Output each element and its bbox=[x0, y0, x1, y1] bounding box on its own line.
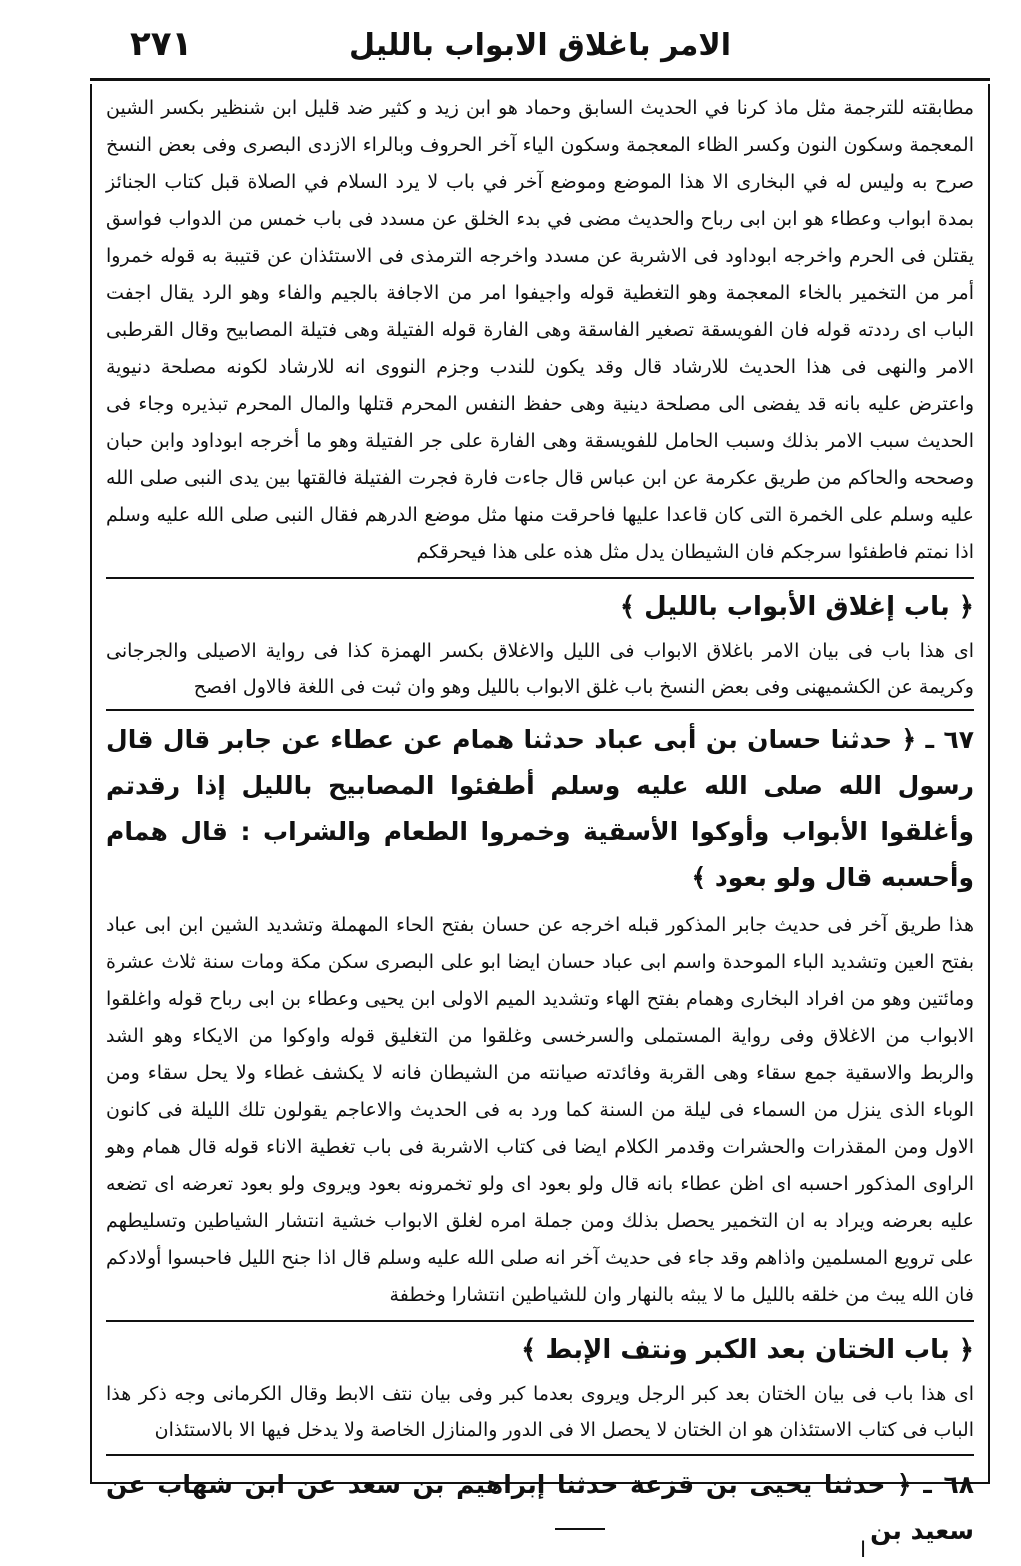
page-header bbox=[90, 18, 990, 81]
text-frame bbox=[90, 84, 990, 1545]
footer-rule bbox=[555, 1528, 605, 1530]
section-divider bbox=[106, 577, 974, 579]
section-divider-2 bbox=[106, 1320, 974, 1322]
page-content bbox=[92, 84, 988, 1554]
page-number: ٢٧١ bbox=[130, 24, 193, 64]
hadith-68: ٦٨ ـ ﴿ حدثنا يحيى بن قزعة حدثنا إبراهيم بن سعد عن ابن شهاب عن سعيد بن bbox=[106, 1454, 974, 1554]
chapter-1-explanation: اى هذا باب فى بيان الامر باغلاق الابواب فى الليل والاغلاق بكسر الهمزة كذا فى رواية الاصيلى والجرجانى وكريمة عن الكشميهنى وفى بعض النسخ باب غلق الابواب بالليل وهو وان ثبت فى اللغة فالاول افصح bbox=[106, 640, 974, 698]
hadith-67: ٦٧ ـ ﴿ حدثنا حسان بن أبى عباد حدثنا همام عن عطاء عن جابر قال قال رسول الله صلى الله عليه وسلم أطفئوا المصابيح بالليل إذا رقدتم وأغلقوا الأبواب وأوكوا الأسقية وخمروا الطعام والشراب : قال همام وأحسبه قال ولو بعود ﴾ bbox=[106, 709, 974, 901]
commentary-paragraph-top: مطابقته للترجمة مثل ماذ كرنا في الحديث السابق وحماد هو ابن زيد و كثير ضد قليل ابن شنظير بكسر الشين المعجمة وسكون النون وكسر الظاء المعجمة وسكون الياء آخر الحروف وبالراء الازدى البصرى وفى بعض النسخ صرح به وليس له في البخارى الا هذا الموضع وموضع آخر في باب لا يرد السلام في الصلاة قبل كتاب الجنائز بمدة ابواب وعطاء هو ابن ابى رباح والحديث مضى في بدء الخلق عن مسدد فى باب خمس من الدواب فواسق يقتلن فى الحرم واخرجه ابوداود فى الاشربة عن مسدد واخرجه الترمذى فى الاستئذان عن قتيبة به قوله خمروا أمر من التخمير بالخاء المعجمة وهو التغطية قوله واجيفوا امر من الاجافة بالجيم والفاء وهو الرد يقال اجفت الباب اى رددته قوله فان الفويسقة تصغير الفاسقة وهى الفارة قوله الفتيلة وهى فتيلة المصابيح وقال القرطبى الامر والنهى فى هذا الحديث للارشاد قال وقد يكون للندب وجزم النووى انه للارشاد لكونه مصلحة دنيوية واعترض عليه بانه قد يفضى الى مصلحة دينية وهى حفظ النفس المحرم قتلها والمال المحرم تبذيره وجاء فى الحديث سبب الامر بذلك وسبب الحامل للفويسقة وهى الفارة على جر الفتيلة وهو ما أخرجه ابوداود وابن حبان وصححه والحاكم من طريق عكرمة عن ابن عباس قال جاءت فارة فجرت الفتيلة فالقتها بين يدى النبى صلى الله عليه وسلم على الخمرة التى كان قاعدا عليها فاحرقت منها مثل موضع الدرهم فقال النبى صلى الله عليه وسلم اذا نمتم فاطفئوا سرجكم فان الشيطان يدل مثل هذه على هذا فيحرقكم bbox=[106, 97, 974, 563]
chapter-heading-1: ﴿ باب إغلاق الأبواب بالليل ﴾ bbox=[619, 592, 974, 622]
chapter-heading-2: ﴿ باب الختان بعد الكبر ونتف الإبط ﴾ bbox=[521, 1335, 974, 1365]
hadith-67-commentary: هذا طريق آخر فى حديث جابر المذكور قبله اخرجه عن حسان بفتح الحاء المهملة وتشديد الشين ابن ابى عباد بفتح العين وتشديد الباء الموحدة واسم ابى عباد حسان ايضا ابو على البصرى سكن مكة ومات سنة ثلاث عشرة ومائتين وهو من افراد البخارى وهمام بفتح الهاء وتشديد الميم الاولى ابن يحيى وعطاء بن ابى رباح قوله واغلقوا الابواب من الاغلاق وفى رواية المستملى والسرخسى وغلقوا من التغليق قوله واوكوا من الايكاء وهو الشد والربط والاسقية جمع سقاء وهى القربة وفائدته صيانته من الشيطان فانه لا يكشف غطاء ولا يحل سقاء ومن الوباء الذى ينزل من السماء فى ليلة من السنة كما ورد به فى الحديث والاعاجم يقولون تلك الليلة فى كانون الاول ومن المقذرات والحشرات وقدمر الكلام ايضا فى كتاب الاشربة فى باب تغطية الاناء قوله قال همام وهو الراوى المذكور احسبه اى اظن عطاء بانه قال ولو بعود اى ولو تخمرونه بعود ويروى ولو بعود تعرضه اى تضعه عليه بعرضه ويراد به ان التخمير يحصل بذلك ومن جملة امره لغلق الابواب خشية انتشار الشياطين وتسليطهم على ترويع المسلمين واذاهم وقد جاء فى حديث آخر انه صلى الله عليه وسلم قال اذا جنح الليل فاحبسوا أولادكم فان الله يبث من خلقه بالليل ما لا يبثه بالنهار وان للشياطين انتشارا وخطفة bbox=[106, 914, 974, 1306]
chapter-2-explanation: اى هذا باب فى بيان الختان بعد كبر الرجل ويروى بعدما كبر وفى بيان نتف الابط وقال الكرمانى وجه ذكر هذا الباب فى كتاب الاستئذان هو ان الختان لا يحصل الا فى الدور والمنازل الخاصة ولا يدخل فيها الا بالاستئذان bbox=[106, 1383, 974, 1441]
running-title: الامر باغلاق الابواب بالليل bbox=[348, 28, 731, 63]
footer-mark: ا bbox=[860, 1538, 867, 1563]
